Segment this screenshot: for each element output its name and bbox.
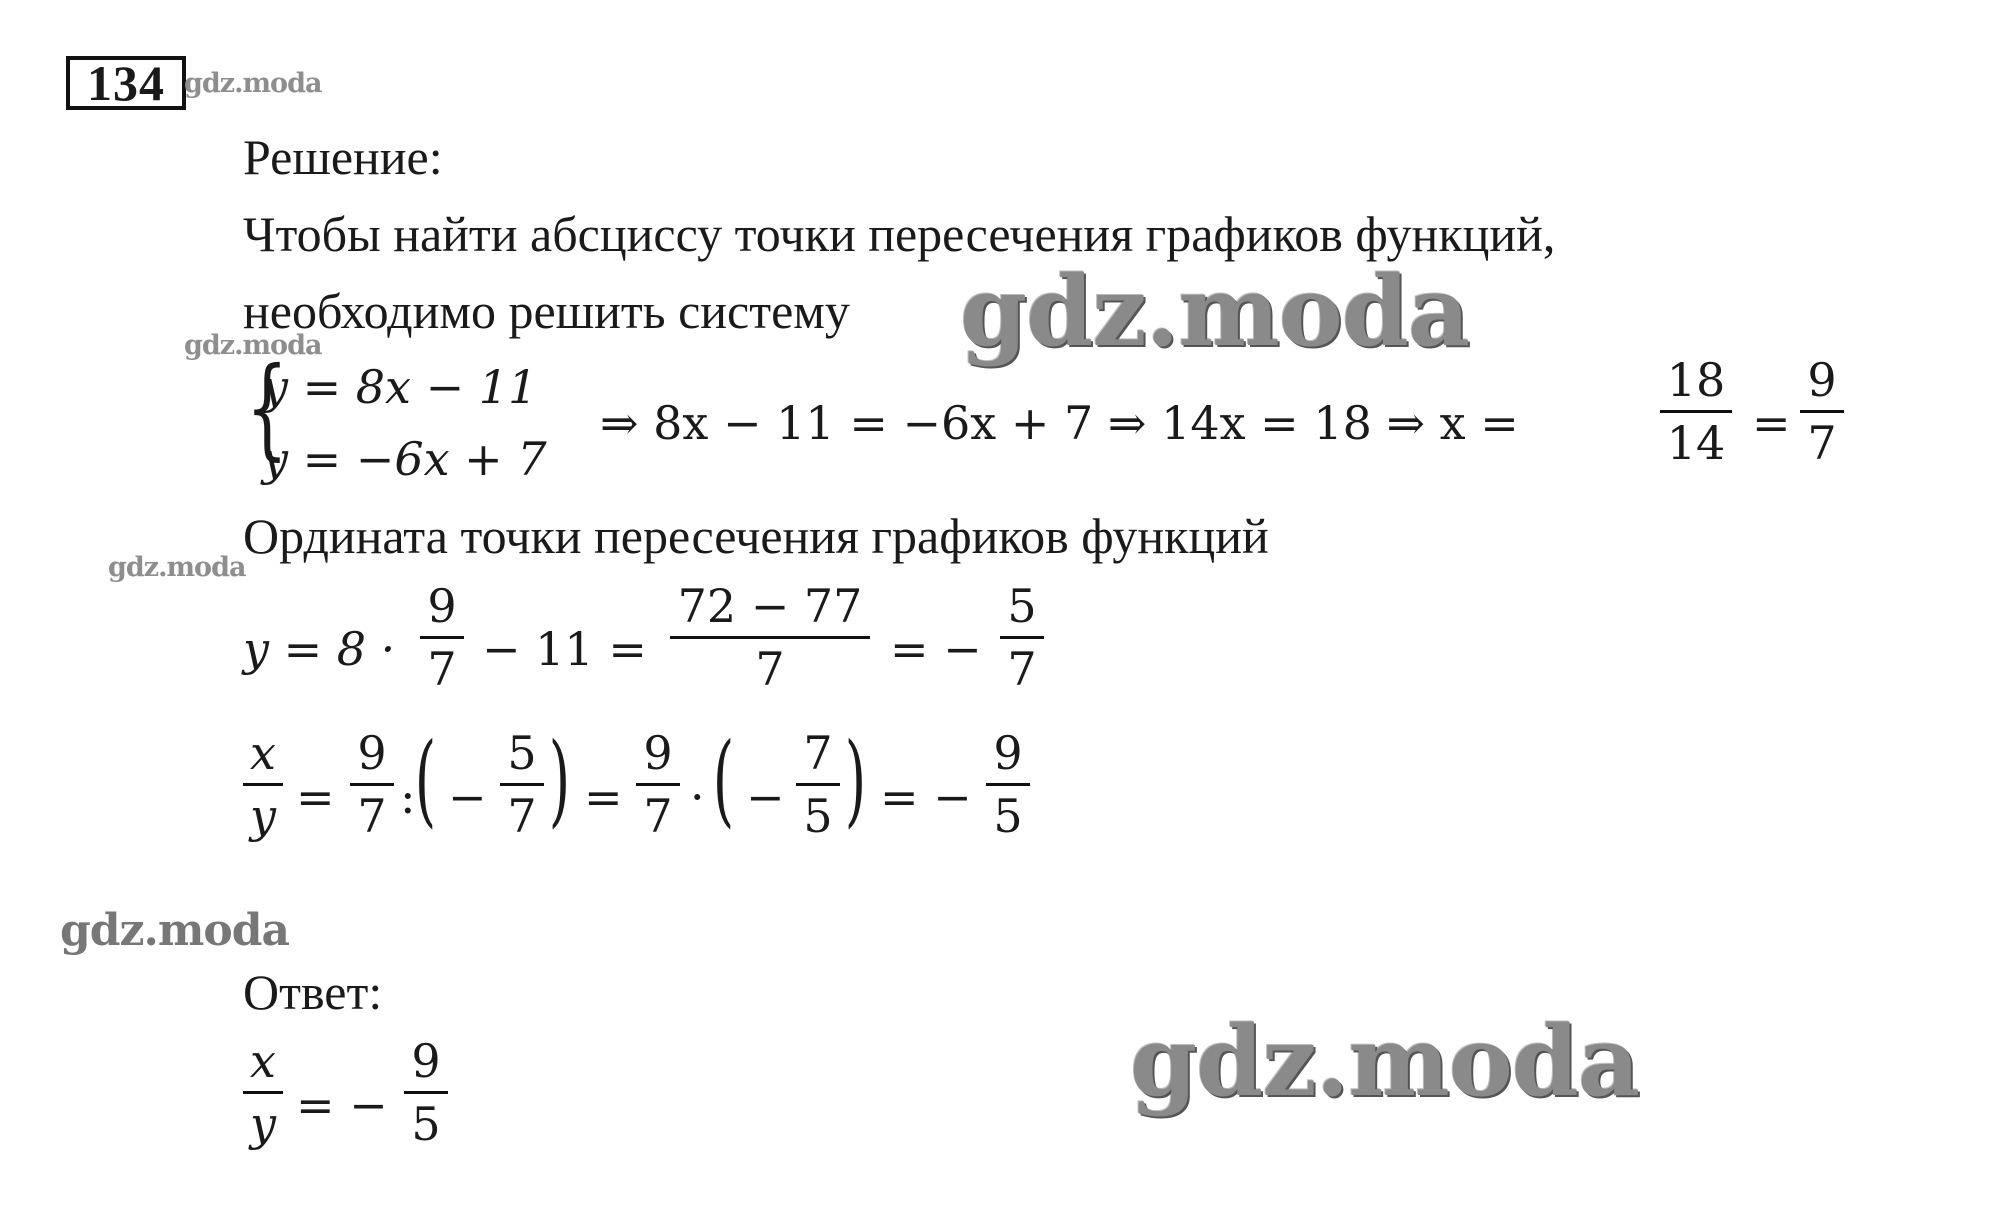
fraction-72-77-over-7 [670, 580, 870, 695]
equals-sign: = [584, 770, 623, 824]
equals-sign: = [296, 770, 335, 824]
denominator: 7 [507, 789, 537, 843]
equals-minus: = − [890, 622, 982, 676]
numerator: 9 [993, 726, 1023, 780]
problem-number: 134 [66, 56, 186, 110]
watermark-logo: gdz.moda [1130, 1005, 1640, 1118]
numerator: 18 [1666, 353, 1726, 407]
numerator: 5 [1007, 579, 1037, 633]
paragraph-ordinate: Ордината точки пересечения графиков функций [243, 508, 1269, 564]
denominator: 5 [411, 1097, 441, 1151]
system-brace: { [246, 343, 288, 471]
fraction-7-5 [796, 727, 840, 842]
left-paren: ( [712, 721, 735, 838]
right-paren: ) [548, 721, 571, 838]
denominator: 7 [755, 642, 785, 696]
numerator: x [250, 1034, 276, 1088]
solution-heading: Решение: [243, 129, 443, 185]
fraction-bar [243, 1091, 283, 1094]
answer-label: Ответ: [243, 964, 383, 1020]
fraction-18-14 [1660, 354, 1732, 469]
fraction-bar [796, 783, 840, 786]
equals-minus: = − [880, 770, 972, 824]
right-paren: ) [844, 721, 867, 838]
fraction-9-7 [350, 727, 394, 842]
numerator: 7 [803, 726, 833, 780]
fraction-bar [670, 636, 870, 639]
denominator: 7 [357, 789, 387, 843]
fraction-bar [243, 783, 283, 786]
fraction-5-7 [1000, 580, 1044, 695]
fraction-9-7 [636, 727, 680, 842]
denominator: 7 [1007, 642, 1037, 696]
denominator: 7 [643, 789, 673, 843]
system-equation-1: y = 8x − 11 [262, 360, 538, 414]
fraction-bar [420, 636, 464, 639]
numerator: 9 [1807, 353, 1837, 407]
numerator: 5 [507, 726, 537, 780]
equals-minus: = − [296, 1078, 388, 1132]
paragraph-line-1: Чтобы найти абсциссу точки пересечения графиков функций, [243, 206, 1556, 262]
equals-sign: = [1752, 396, 1791, 450]
numerator: 9 [427, 579, 457, 633]
watermark-logo: gdz.moda [184, 330, 322, 361]
watermark-logo: gdz.moda [184, 68, 322, 99]
watermark-logo: gdz.moda [108, 552, 246, 583]
fraction-9-5 [404, 1035, 448, 1150]
system-solution-chain: ⇒ 8x − 11 = −6x + 7 ⇒ 14x = 18 ⇒ x = [600, 396, 1519, 450]
fraction-bar [1000, 636, 1044, 639]
multiply-dot: · [690, 770, 705, 824]
fraction-5-7 [500, 727, 544, 842]
fraction-x-over-y [243, 1035, 283, 1150]
numerator: 9 [643, 726, 673, 780]
watermark-logo: gdz.moda [60, 905, 290, 956]
minus-sign: − [448, 770, 487, 824]
system-equation-2: y = −6x + 7 [262, 432, 547, 486]
denominator: 7 [1807, 416, 1837, 470]
denominator: 5 [993, 789, 1023, 843]
fraction-bar [1800, 410, 1844, 413]
denominator: 5 [803, 789, 833, 843]
fraction-bar [500, 783, 544, 786]
minus-sign: − [746, 770, 785, 824]
fraction-9-7 [1800, 354, 1844, 469]
fraction-bar [1660, 410, 1732, 413]
watermark-logo: gdz.moda [960, 255, 1470, 368]
fraction-bar [350, 783, 394, 786]
fraction-9-5 [986, 727, 1030, 842]
numerator: x [250, 726, 276, 780]
fraction-bar [636, 783, 680, 786]
left-paren: ( [414, 721, 437, 838]
ordinate-middle: − 11 = [482, 622, 647, 676]
fraction-bar [404, 1091, 448, 1094]
denominator: 7 [427, 642, 457, 696]
denominator: 14 [1666, 416, 1726, 470]
fraction-bar [986, 783, 1030, 786]
division-colon: : [400, 770, 416, 824]
numerator: 9 [411, 1034, 441, 1088]
numerator: 9 [357, 726, 387, 780]
numerator: 72 − 77 [677, 579, 863, 633]
fraction-9-7 [420, 580, 464, 695]
denominator: y [250, 789, 276, 843]
paragraph-line-2: необходимо решить систему [243, 283, 850, 339]
fraction-x-over-y [243, 727, 283, 842]
ordinate-lhs: y = 8 · [243, 622, 396, 676]
denominator: y [250, 1097, 276, 1151]
